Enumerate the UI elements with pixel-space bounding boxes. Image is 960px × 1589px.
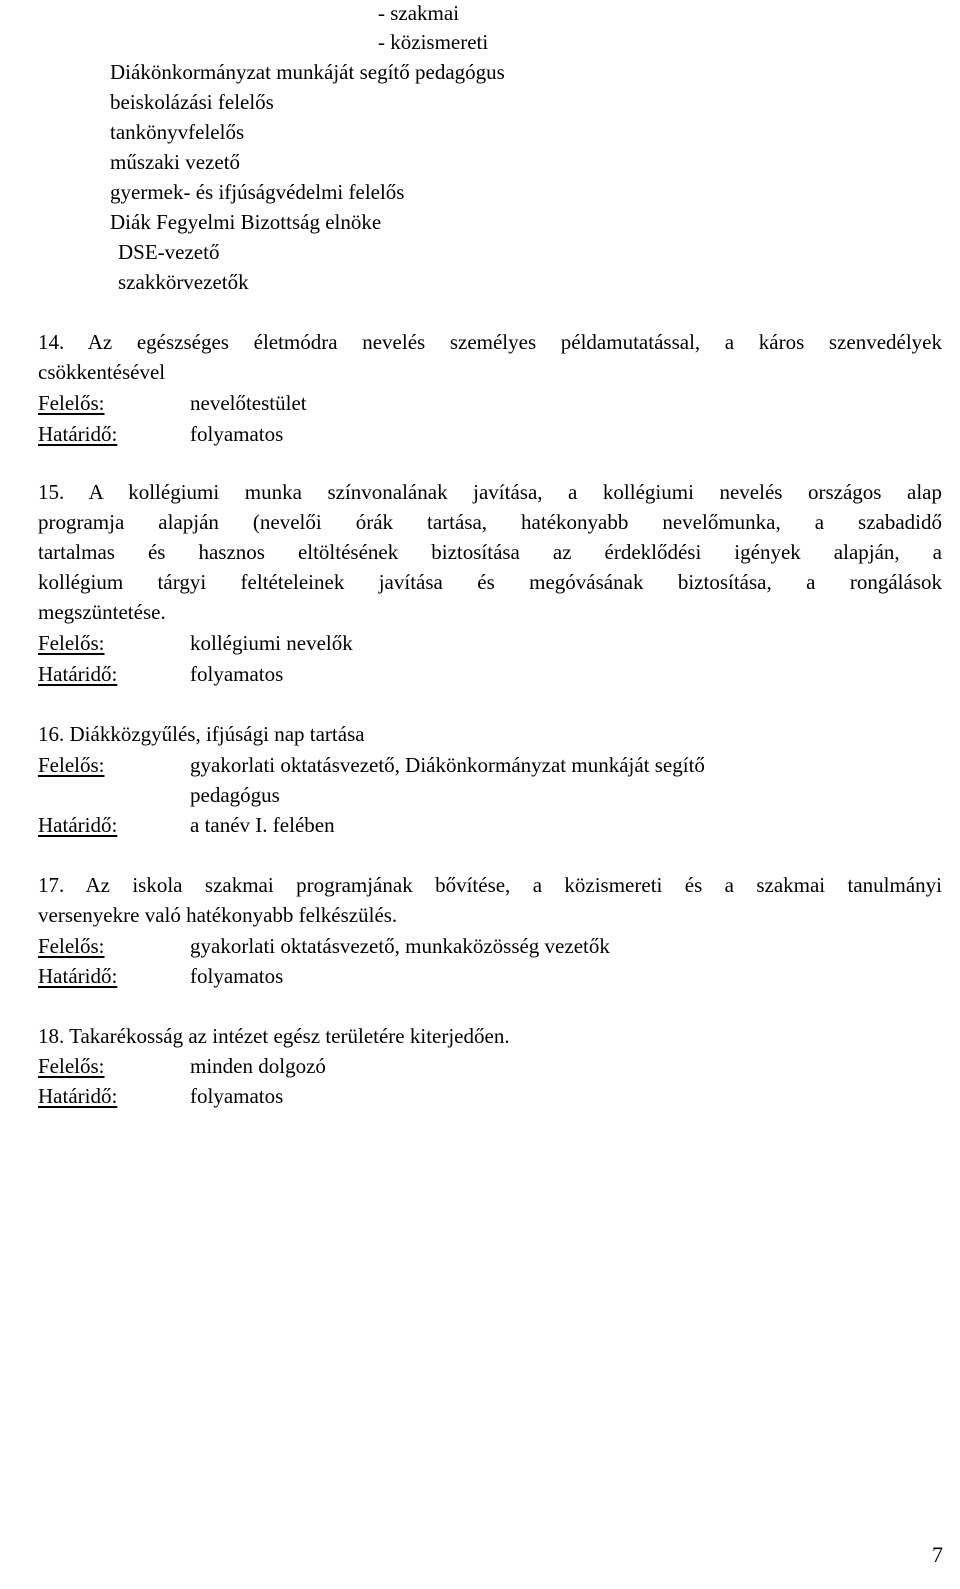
responsible-value-cont: pedagógus bbox=[190, 783, 280, 807]
list-item: beiskolázási felelős bbox=[110, 90, 274, 114]
deadline-value: folyamatos bbox=[190, 964, 284, 988]
deadline-label: Határidő: bbox=[38, 813, 118, 837]
responsible-value: gyakorlati oktatásvezető, Diákönkormányzat munkáját segítő bbox=[190, 753, 705, 777]
section-15-line: megszüntetése. bbox=[38, 600, 166, 624]
section-14-line: 14. Az egészséges életmódra nevelés személyes példamutatással, a káros szenvedélyek bbox=[38, 330, 942, 354]
responsible-label: Felelős: bbox=[38, 934, 105, 958]
section-18-line: 18. Takarékosság az intézet egész területére kiterjedően. bbox=[38, 1024, 510, 1048]
deadline-value: folyamatos bbox=[190, 662, 284, 686]
section-14-line: csökkentésével bbox=[38, 360, 166, 384]
list-item: műszaki vezető bbox=[110, 150, 241, 174]
responsible-label: Felelős: bbox=[38, 1054, 105, 1078]
deadline-label: Határidő: bbox=[38, 422, 118, 446]
deadline-value: folyamatos bbox=[190, 1084, 284, 1108]
list-dash-item: - közismereti bbox=[378, 30, 489, 54]
list-item: gyermek- és ifjúságvédelmi felelős bbox=[110, 180, 405, 204]
responsible-label: Felelős: bbox=[38, 631, 105, 655]
list-item: DSE-vezető bbox=[118, 240, 220, 264]
responsible-value: gyakorlati oktatásvezető, munkaközösség vezetők bbox=[190, 934, 610, 958]
responsible-label: Felelős: bbox=[38, 391, 105, 415]
responsible-value: kollégiumi nevelők bbox=[190, 631, 353, 655]
list-item: tankönyvfelelős bbox=[110, 120, 245, 144]
responsible-value: minden dolgozó bbox=[190, 1054, 326, 1078]
list-item: Diákönkormányzat munkáját segítő pedagógus bbox=[110, 60, 505, 84]
list-dash-item: - szakmai bbox=[378, 1, 460, 25]
deadline-label: Határidő: bbox=[38, 662, 118, 686]
responsible-value: nevelőtestület bbox=[190, 391, 307, 415]
deadline-value: a tanév I. felében bbox=[190, 813, 335, 837]
list-item: szakkörvezetők bbox=[118, 270, 249, 294]
section-16-line: 16. Diákközgyűlés, ifjúsági nap tartása bbox=[38, 722, 365, 746]
list-item: Diák Fegyelmi Bizottság elnöke bbox=[110, 210, 382, 234]
deadline-value: folyamatos bbox=[190, 422, 284, 446]
section-17-line: 17. Az iskola szakmai programjának bővítése, a közismereti és a szakmai tanulmányi bbox=[38, 873, 942, 897]
section-17-line: versenyekre való hatékonyabb felkészülés. bbox=[38, 903, 398, 927]
deadline-label: Határidő: bbox=[38, 964, 118, 988]
section-15-line: programja alapján (nevelői órák tartása, hatékonyabb nevelőmunka, a szabadidő bbox=[38, 510, 942, 534]
page-number: 7 bbox=[932, 1542, 943, 1567]
section-15-line: tartalmas és hasznos eltöltésének biztosítása az érdeklődési igények alapján, a bbox=[38, 540, 942, 564]
deadline-label: Határidő: bbox=[38, 1084, 118, 1108]
section-15-line: 15. A kollégiumi munka színvonalának javítása, a kollégiumi nevelés országos alap bbox=[38, 480, 942, 504]
section-15-line: kollégium tárgyi feltételeinek javítása és megóvásának biztosítása, a rongálások bbox=[38, 570, 942, 594]
responsible-label: Felelős: bbox=[38, 753, 105, 777]
